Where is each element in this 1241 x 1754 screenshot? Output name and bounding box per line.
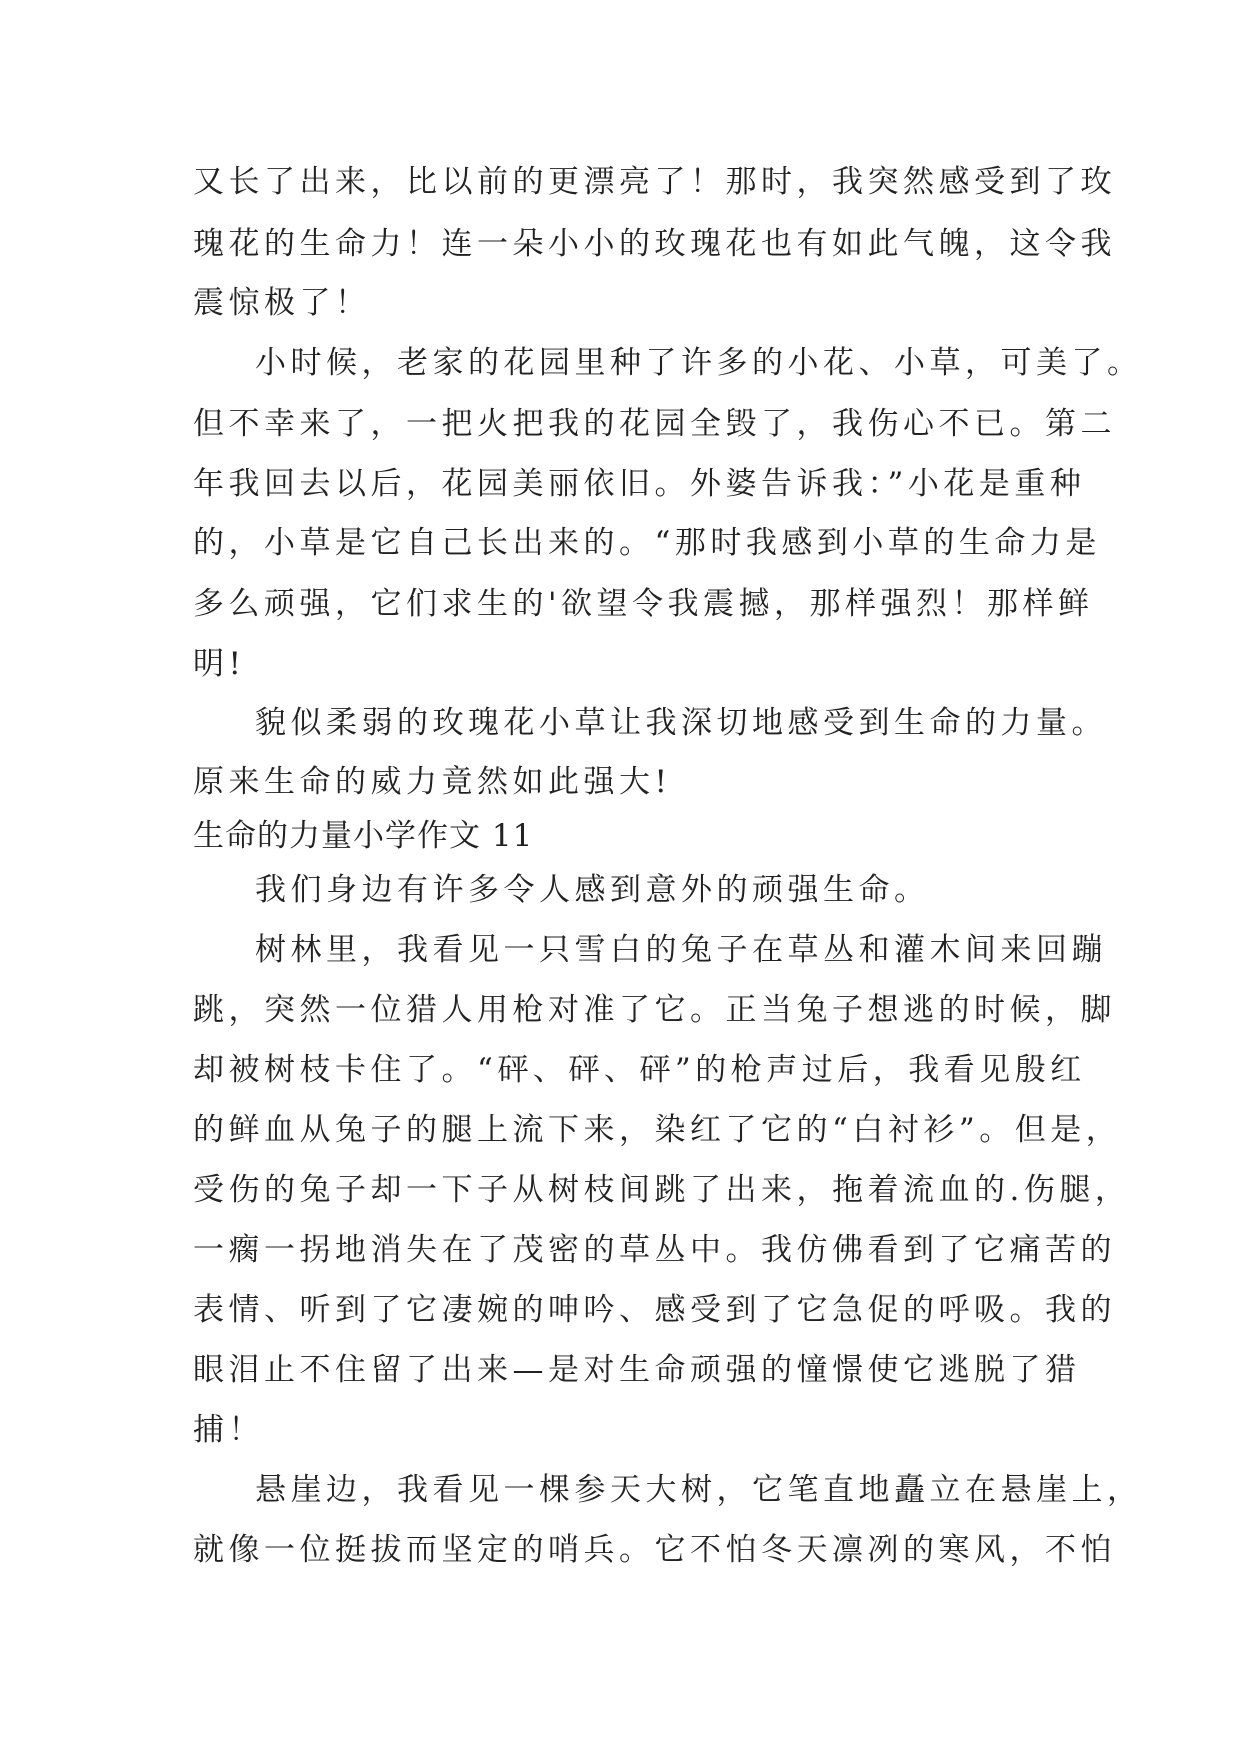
- paragraph-line: 的鲜血从兔子的腿上流下来，染红了它的“白衬衫”。但是，: [193, 1112, 1122, 1148]
- paragraph-line: 小时候，老家的花园里种了许多的小花、小草，可美了。: [255, 345, 1143, 381]
- paragraph-line: 明!: [193, 646, 246, 682]
- paragraph-line: 跳，突然一位猎人用枪对准了它。正当兔子想逃的时候，脚: [193, 992, 1116, 1028]
- paragraph-line: 悬崖边，我看见一棵参天大树，它笔直地矗立在悬崖上，: [255, 1472, 1143, 1508]
- paragraph-line: 但不幸来了，一把火把我的花园全毁了，我伤心不已。第二: [193, 406, 1116, 442]
- paragraph-line: 震惊极了！: [193, 285, 371, 321]
- paragraph-line: 就像一位挺拔而坚定的哨兵。它不怕冬天凛冽的寒风，不怕: [193, 1532, 1116, 1568]
- paragraph-line: 一瘸一拐地消失在了茂密的草丛中。我仿佛看到了它痛苦的: [193, 1232, 1116, 1268]
- paragraph-line: 却被树枝卡住了。“砰、砰、砰”的枪声过后，我看见殷红: [193, 1052, 1086, 1088]
- paragraph-line: 貌似柔弱的玫瑰花小草让我深切地感受到生命的力量。: [255, 705, 1107, 741]
- paragraph-line: 多么顽强，它们求生的'欲望令我震撼，那样强烈！那样鲜: [193, 586, 1094, 622]
- paragraph-line: 原来生命的威力竟然如此强大!: [193, 764, 672, 800]
- paragraph-line: 表情、听到了它凄婉的呻吟、感受到了它急促的呼吸。我的: [193, 1292, 1116, 1328]
- paragraph-line: 又长了出来，比以前的更漂亮了！那时，我突然感受到了玫: [193, 164, 1116, 200]
- paragraph-line: 树林里，我看见一只雪白的兔子在草丛和灌木间来回蹦: [255, 932, 1107, 968]
- paragraph-line: 捕！: [193, 1412, 264, 1448]
- paragraph-line: 受伤的兔子却一下子从树枝间跳了出来，拖着流血的.伤腿，: [193, 1172, 1131, 1208]
- paragraph-line: 年我回去以后，花园美丽依旧。外婆告诉我：”小花是重种: [193, 466, 1086, 502]
- paragraph-line: 瑰花的生命力！连一朵小小的玫瑰花也有如此气魄，这令我: [193, 226, 1116, 262]
- paragraph-line: 眼泪止不住留了出来—是对生命顽强的憧憬使它逃脱了猎: [193, 1352, 1081, 1388]
- section-title: 生命的力量小学作文 11: [193, 818, 534, 854]
- paragraph-line: 的，小草是它自己长出来的。“那时我感到小草的生命力是: [193, 525, 1101, 561]
- paragraph-line: 我们身边有许多令人感到意外的顽强生命。: [255, 872, 930, 908]
